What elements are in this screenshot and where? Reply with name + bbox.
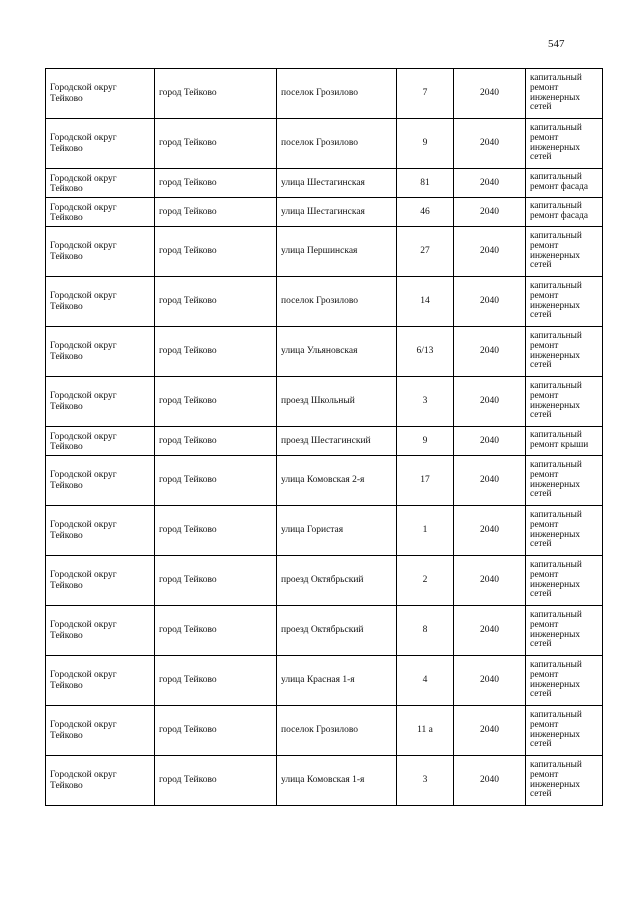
table-row: [46, 277, 603, 327]
district-cell: Городской округ Тейково: [46, 169, 155, 198]
table-row: [46, 327, 603, 377]
city-cell: город Тейково: [155, 427, 277, 456]
street-cell: улица Шестагинская: [277, 198, 397, 227]
table-row: [46, 198, 603, 227]
district-cell: Городской округ Тейково: [46, 556, 155, 606]
street-cell: поселок Грозилово: [277, 119, 397, 169]
district-cell: Городской округ Тейково: [46, 198, 155, 227]
table-row: [46, 756, 603, 806]
work-type-cell: капитальный ремонт инженерных сетей: [526, 606, 603, 656]
year-cell: 2040: [454, 277, 526, 327]
city-cell: город Тейково: [155, 377, 277, 427]
house-number-cell: 11 а: [397, 706, 454, 756]
street-cell: проезд Октябрьский: [277, 606, 397, 656]
table-row: [46, 427, 603, 456]
work-type-cell: капитальный ремонт инженерных сетей: [526, 506, 603, 556]
district-cell: Городской округ Тейково: [46, 756, 155, 806]
table-row: [46, 606, 603, 656]
district-cell: Городской округ Тейково: [46, 119, 155, 169]
house-number-cell: 9: [397, 119, 454, 169]
city-cell: город Тейково: [155, 706, 277, 756]
year-cell: 2040: [454, 119, 526, 169]
district-cell: Городской округ Тейково: [46, 656, 155, 706]
district-cell: Городской округ Тейково: [46, 456, 155, 506]
street-cell: улица Ульяновская: [277, 327, 397, 377]
street-cell: поселок Грозилово: [277, 69, 397, 119]
work-type-cell: капитальный ремонт инженерных сетей: [526, 556, 603, 606]
work-type-cell: капитальный ремонт инженерных сетей: [526, 277, 603, 327]
work-type-cell: капитальный ремонт инженерных сетей: [526, 227, 603, 277]
city-cell: город Тейково: [155, 556, 277, 606]
city-cell: город Тейково: [155, 656, 277, 706]
city-cell: город Тейково: [155, 606, 277, 656]
district-cell: Городской округ Тейково: [46, 377, 155, 427]
street-cell: поселок Грозилово: [277, 706, 397, 756]
house-number-cell: 8: [397, 606, 454, 656]
table-row: [46, 169, 603, 198]
house-number-cell: 2: [397, 556, 454, 606]
street-cell: поселок Грозилово: [277, 277, 397, 327]
district-cell: Городской округ Тейково: [46, 277, 155, 327]
city-cell: город Тейково: [155, 69, 277, 119]
year-cell: 2040: [454, 506, 526, 556]
table-row: [46, 227, 603, 277]
work-type-cell: капитальный ремонт инженерных сетей: [526, 756, 603, 806]
house-number-cell: 14: [397, 277, 454, 327]
city-cell: город Тейково: [155, 198, 277, 227]
house-number-cell: 7: [397, 69, 454, 119]
work-type-cell: капитальный ремонт крыши: [526, 427, 603, 456]
street-cell: улица Шестагинская: [277, 169, 397, 198]
page-number: 547: [548, 38, 565, 50]
city-cell: город Тейково: [155, 169, 277, 198]
district-cell: Городской округ Тейково: [46, 69, 155, 119]
table-row: [46, 377, 603, 427]
city-cell: город Тейково: [155, 119, 277, 169]
house-number-cell: 9: [397, 427, 454, 456]
table-row: [46, 506, 603, 556]
table-row: [46, 69, 603, 119]
house-number-cell: 4: [397, 656, 454, 706]
work-type-cell: капитальный ремонт фасада: [526, 169, 603, 198]
district-cell: Городской округ Тейково: [46, 327, 155, 377]
work-type-cell: капитальный ремонт инженерных сетей: [526, 327, 603, 377]
table-row: [46, 456, 603, 506]
year-cell: 2040: [454, 706, 526, 756]
house-number-cell: 3: [397, 756, 454, 806]
table-row: [46, 556, 603, 606]
house-number-cell: 3: [397, 377, 454, 427]
work-type-cell: капитальный ремонт фасада: [526, 198, 603, 227]
house-number-cell: 17: [397, 456, 454, 506]
year-cell: 2040: [454, 327, 526, 377]
work-type-cell: капитальный ремонт инженерных сетей: [526, 656, 603, 706]
table-row: [46, 706, 603, 756]
district-cell: Городской округ Тейково: [46, 706, 155, 756]
work-type-cell: капитальный ремонт инженерных сетей: [526, 119, 603, 169]
district-cell: Городской округ Тейково: [46, 506, 155, 556]
city-cell: город Тейково: [155, 327, 277, 377]
street-cell: проезд Школьный: [277, 377, 397, 427]
work-type-cell: капитальный ремонт инженерных сетей: [526, 456, 603, 506]
street-cell: проезд Шестагинский: [277, 427, 397, 456]
table-row: [46, 119, 603, 169]
table-row: [46, 656, 603, 706]
house-number-cell: 46: [397, 198, 454, 227]
city-cell: город Тейково: [155, 277, 277, 327]
year-cell: 2040: [454, 198, 526, 227]
street-cell: улица Красная 1-я: [277, 656, 397, 706]
year-cell: 2040: [454, 656, 526, 706]
year-cell: 2040: [454, 606, 526, 656]
house-number-cell: 1: [397, 506, 454, 556]
city-cell: город Тейково: [155, 227, 277, 277]
year-cell: 2040: [454, 169, 526, 198]
year-cell: 2040: [454, 227, 526, 277]
work-type-cell: капитальный ремонт инженерных сетей: [526, 69, 603, 119]
year-cell: 2040: [454, 756, 526, 806]
work-type-cell: капитальный ремонт инженерных сетей: [526, 377, 603, 427]
house-number-cell: 81: [397, 169, 454, 198]
registry-table: [45, 68, 603, 806]
district-cell: Городской округ Тейково: [46, 606, 155, 656]
street-cell: улица Гористая: [277, 506, 397, 556]
year-cell: 2040: [454, 456, 526, 506]
year-cell: 2040: [454, 427, 526, 456]
street-cell: проезд Октябрьский: [277, 556, 397, 606]
year-cell: 2040: [454, 377, 526, 427]
year-cell: 2040: [454, 69, 526, 119]
city-cell: город Тейково: [155, 456, 277, 506]
district-cell: Городской округ Тейково: [46, 227, 155, 277]
city-cell: город Тейково: [155, 756, 277, 806]
street-cell: улица Першинская: [277, 227, 397, 277]
house-number-cell: 6/13: [397, 327, 454, 377]
street-cell: улица Комовская 1-я: [277, 756, 397, 806]
registry-table-body: [46, 69, 603, 806]
city-cell: город Тейково: [155, 506, 277, 556]
district-cell: Городской округ Тейково: [46, 427, 155, 456]
work-type-cell: капитальный ремонт инженерных сетей: [526, 706, 603, 756]
street-cell: улица Комовская 2-я: [277, 456, 397, 506]
house-number-cell: 27: [397, 227, 454, 277]
year-cell: 2040: [454, 556, 526, 606]
